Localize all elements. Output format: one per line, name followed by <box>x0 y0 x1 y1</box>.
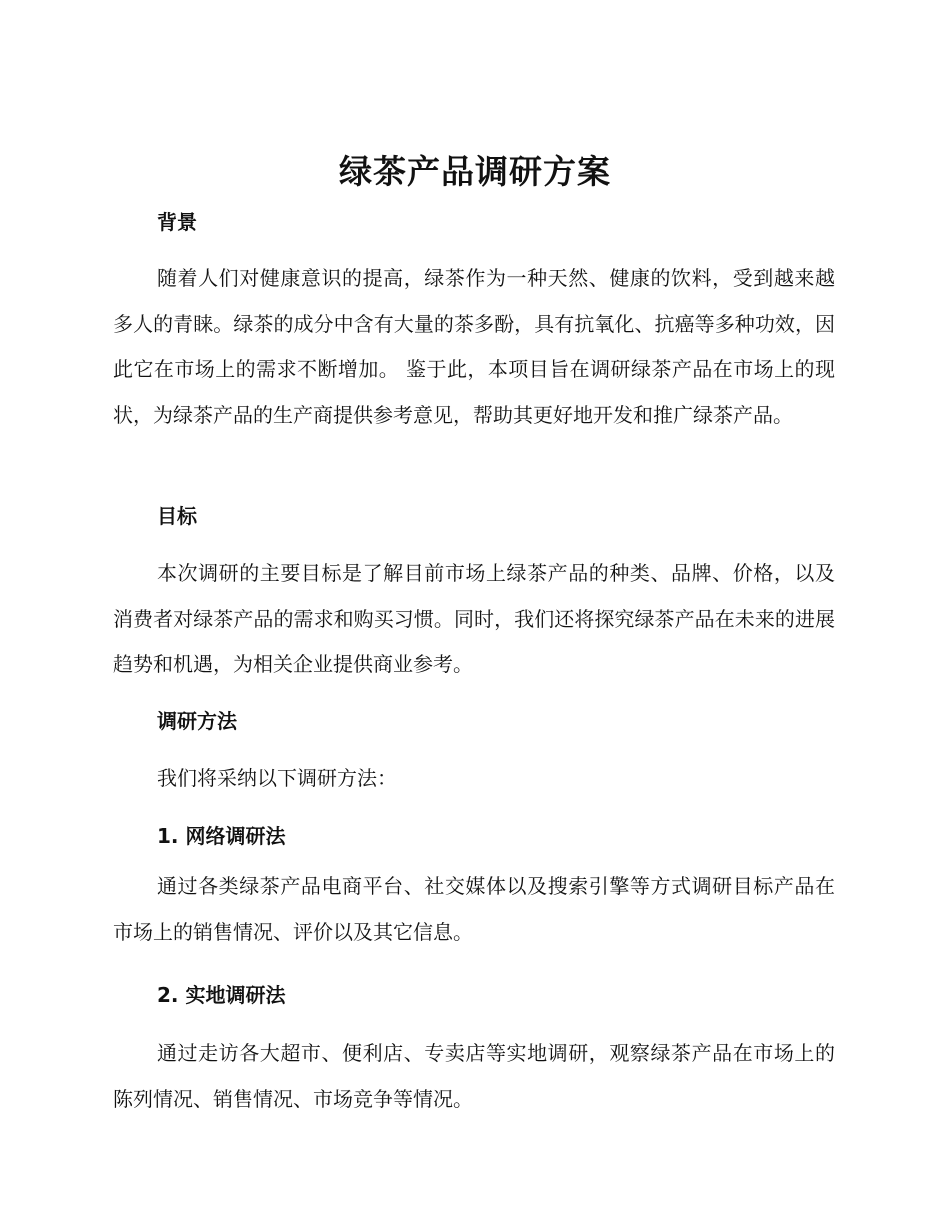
method-item-text-1: 通过各类绿茶产品电商平台、社交媒体以及搜索引擎等方式调研目标产品在市场上的销售情况、评价以及其它信息。 <box>113 874 835 944</box>
method-item-text-2: 通过走访各大超市、便利店、专卖店等实地调研，观察绿茶产品在市场上的陈列情况、销售情况、市场竞争等情况。 <box>113 1041 835 1111</box>
method-item-heading-2: 2. 实地调研法 <box>157 983 286 1007</box>
section-text-background: 随着人们对健康意识的提高，绿茶作为一种天然、健康的饮料，受到越来越多人的青睐。绿茶的成分中含有大量的茶多酚，具有抗氧化、抗癌等多种功效，因此它在市场上的需求不断增加。 鉴于此，本项目旨在调研绿茶产品在市场上的现状，为绿茶产品的生产商提供参考意见，帮助其更好地开发和推广绿茶产品。 <box>113 266 835 427</box>
section-text-goal: 本次调研的主要目标是了解目前市场上绿茶产品的种类、品牌、价格，以及消费者对绿茶产品的需求和购买习惯。同时，我们还将探究绿茶产品在未来的进展趋势和机遇，为相关企业提供商业参考。 <box>113 561 835 676</box>
method-intro-text: 我们将采纳以下调研方法： <box>157 766 397 790</box>
section-heading-background: 背景 <box>157 210 197 234</box>
section-heading-goal: 目标 <box>157 504 197 528</box>
section-heading-method: 调研方法 <box>157 709 237 733</box>
document-title: 绿茶产品调研方案 <box>339 152 611 191</box>
method-item-heading-1: 1. 网络调研法 <box>157 824 286 848</box>
